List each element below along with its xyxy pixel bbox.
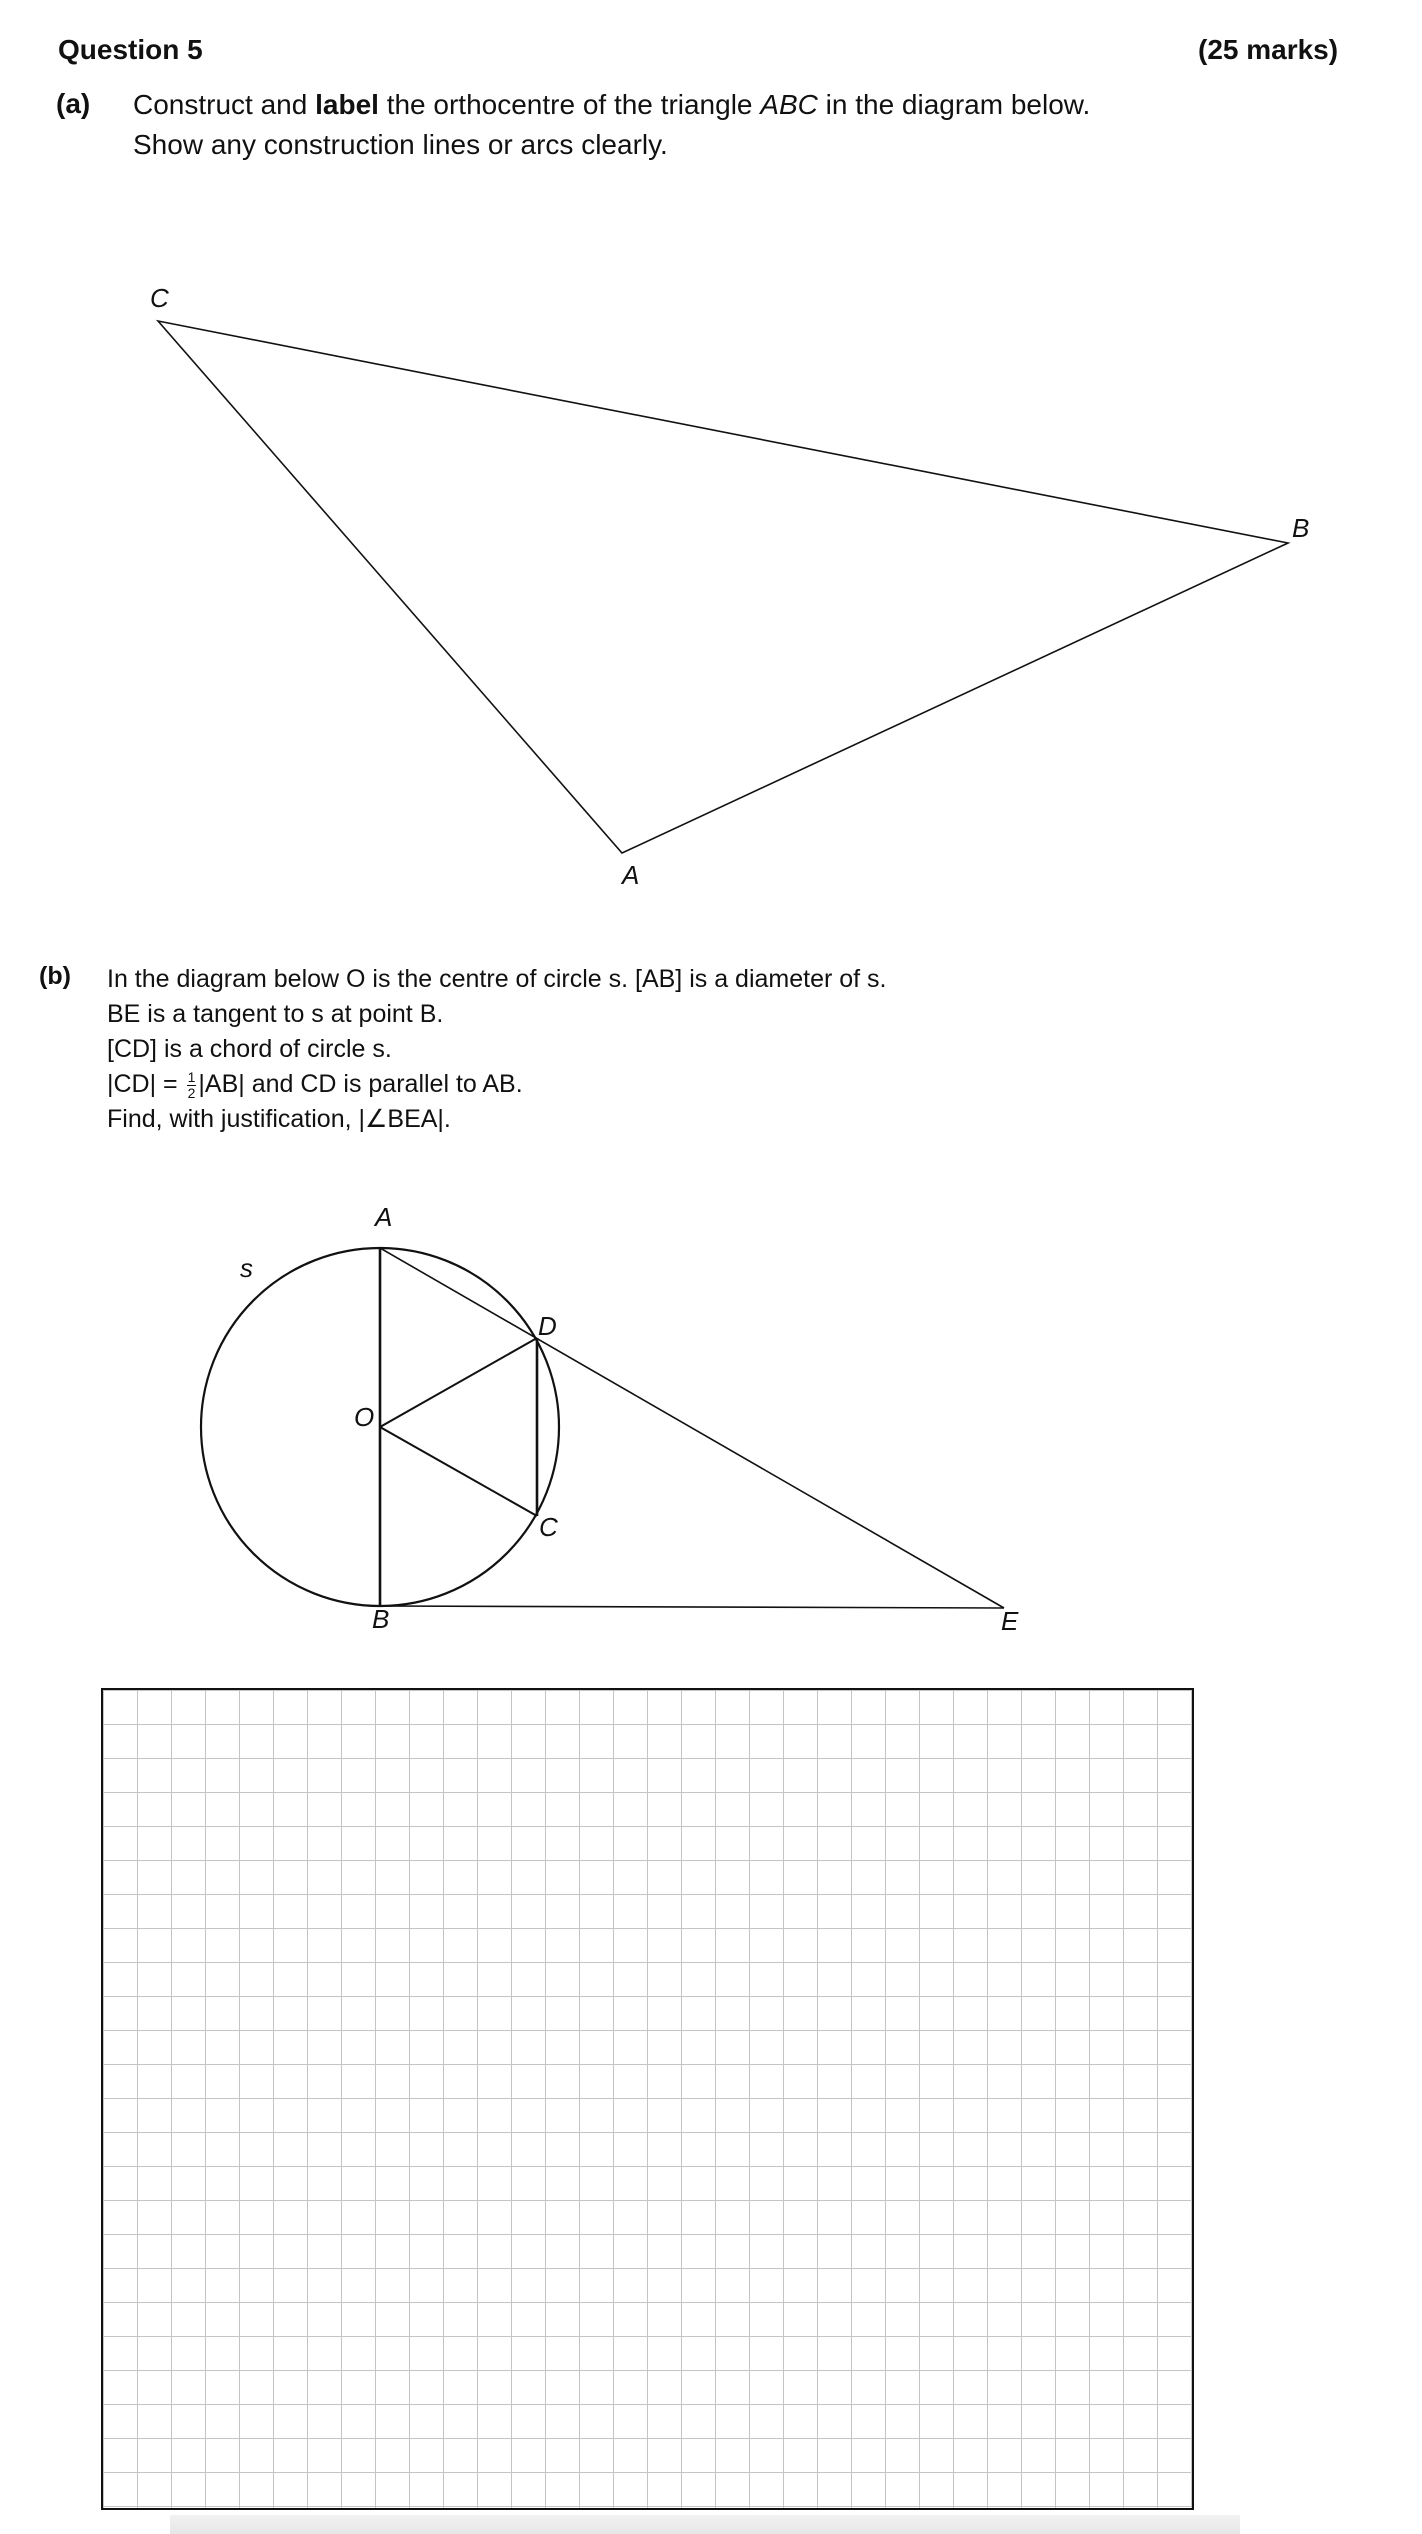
part-b-text [107,962,887,1137]
bold-label-word: label [315,89,379,120]
fraction-half [187,1070,197,1101]
question-marks: (25 marks) [1198,34,1339,65]
vertex-label-c: C [150,283,169,313]
circle-label-s: s [240,1253,253,1283]
point-label-d: D [538,1311,557,1341]
point-label-c: C [539,1512,558,1542]
line-ae [380,1248,1004,1608]
circle-tangent-diagram [0,1180,1100,1640]
part-b-line-1: In the diagram below O is the centre of circle s. [AB] is a diameter of s. [107,965,887,993]
question-title: Question 5 [58,34,203,65]
triangle-name: ABC [760,89,818,120]
answer-grid[interactable] [101,1688,1194,2510]
part-b-label: (b) [39,962,71,990]
triangle-abc-diagram [0,0,1422,900]
text-span: |CD| = [107,1070,178,1098]
part-a-label: (a) [56,88,91,119]
fraction-numerator: 1 [187,1068,196,1085]
text-span: Construct and [133,89,316,120]
text-span: in the diagram below. [817,89,1091,120]
fraction-denominator: 2 [187,1084,196,1101]
centre-label-o: O [354,1402,375,1432]
vertex-label-b: B [1292,513,1310,543]
page-edge-shadow [170,2515,1240,2534]
part-b-line-3: [CD] is a chord of circle s. [107,1035,392,1063]
part-b-line-4 [107,1067,887,1102]
radius-oc [380,1427,537,1516]
part-b-line-5: Find, with justification, |∠BEA|. [107,1105,451,1133]
point-label-e: E [1001,1606,1019,1636]
vertex-label-a: A [622,860,640,890]
triangle-abc [158,321,1288,853]
radius-od [380,1338,537,1427]
part-a-line-2: Show any construction lines or arcs clearly. [133,129,668,160]
point-label-b: B [372,1604,390,1634]
point-label-a: A [375,1202,393,1232]
tangent-be [380,1606,1004,1608]
text-span: the orthocentre of the triangle [378,89,761,120]
text-span: |AB| and CD is parallel to AB. [198,1070,523,1098]
part-b-line-2: BE is a tangent to s at point B. [107,1000,444,1028]
